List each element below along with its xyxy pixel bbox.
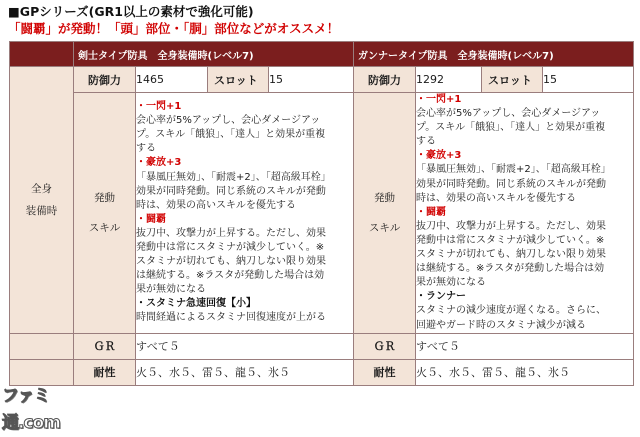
right-resist-label: 耐性 [354,359,416,385]
skill-name: ・ランナー [416,291,467,303]
left-resist-value: 火５、水５、雷５、龍５、氷５ [136,359,354,385]
watermark-logo: ファミ通.com [2,386,60,433]
skill-desc: 発動中は常にスタミナが減少していく。※ [416,234,605,246]
skill-desc: 効果が同時発動。同じ系統のスキルが発動 [136,185,326,197]
right-column-title: ガンナータイプ防具 全身装備時(レベル7) [354,42,634,67]
skill-name: ・スタミナ急速回復【小】 [136,298,256,310]
skill-desc: 果が無効になる [136,284,206,296]
skill-desc: 時は、効果の高いスキルを優先する [416,192,576,204]
skill-name: ・闘覇 [136,213,166,225]
skill-desc: は継続する。※ラスタが発動した場合は効 [416,263,605,275]
skill-desc: する [416,136,437,148]
right-defense-label: 防御力 [354,67,416,93]
right-defense-value: 1292 [416,67,482,93]
left-skill-label: 発動 スキル [74,93,136,334]
left-slot-label: スロット [208,67,269,93]
table-header-row [10,42,634,67]
skill-name: ・豪放+3 [416,150,462,162]
left-defense-label: 防御力 [74,67,136,93]
skill-desc: プ。スキル「餓狼」、「達人」と効果が重複 [416,122,606,134]
defense-row [10,67,634,93]
resist-row [10,359,634,385]
left-defense-value: 1465 [136,67,208,93]
skills-row [10,93,634,334]
right-skill-list [416,93,634,334]
skill-desc: 会心率が5%アップし、会心ダメージアッ [136,115,321,127]
right-gr-value: すべて５ [416,333,634,359]
left-slot-value: 15 [269,67,354,93]
skill-desc: 抜刀中、攻撃力が上昇する。ただし、効果 [416,220,607,232]
right-gr-label: ＧＲ [354,333,416,359]
skill-desc: 「暴風圧無効」、「耐震+2」、「超高級耳栓」 [416,164,611,176]
row-label-full-set: 全身 装備時 [10,67,74,334]
skill-desc: プ。スキル「餓狼」、「達人」と効果が重複 [136,129,326,141]
right-skill-label: 発動 スキル [354,93,416,334]
right-resist-value: 火５、水５、雷５、龍５、氷５ [416,359,634,385]
skill-desc: 時間経過によるスタミナ回復速度が上がる [136,312,326,324]
left-skill-list [136,93,354,334]
right-slot-label: スロット [482,67,543,93]
skill-desc: 時は、効果の高いスキルを優先する [136,199,296,211]
resist-row-spacer [10,359,74,385]
skill-desc: 発動中は常にスタミナが減少していく。※ [136,241,325,253]
skill-desc: スタミナが切れても、納刀しない限り効果 [136,256,326,268]
skill-desc: は継続する。※ラスタが発動した場合は効 [136,270,325,282]
skill-desc: 会心率が5%アップし、会心ダメージアッ [416,108,601,120]
skill-desc: スタミナが切れても、納刀しない限り効果 [416,249,607,261]
header-corner [10,42,74,67]
gr-row [10,333,634,359]
skill-name: ・一閃+1 [416,94,462,105]
right-slot-value: 15 [543,67,634,93]
skill-desc: する [136,143,156,155]
skill-desc: 効果が同時発動。同じ系統のスキルが発動 [416,178,606,190]
skill-desc: 果が無効になる [416,277,487,289]
skill-name: ・闘覇 [416,206,447,218]
left-gr-label: ＧＲ [74,333,136,359]
left-gr-value: すべて５ [136,333,354,359]
skill-desc: 抜刀中、攻撃力が上昇する。ただし、効果 [136,227,326,239]
left-column-title: 剣士タイプ防具 全身装備時(レベル7) [74,42,354,67]
armor-comparison-table [9,41,634,386]
page-heading: ■GPシリーズ(GR1以上の素材で強化可能) [8,4,254,19]
gr-row-spacer [10,333,74,359]
skill-name: ・一閃+1 [136,101,182,113]
skill-name: ・豪放+3 [136,157,182,169]
skill-desc: 回避やガード時のスタミナ減少が減る [416,319,587,331]
page-subheading: 「闘覇」が発動！「頭」部位・「胴」部位などがオススメ！ [8,21,340,36]
left-resist-label: 耐性 [74,359,136,385]
skill-desc: 「暴風圧無効」、「耐震+2」、「超高級耳栓」 [136,171,331,183]
skill-desc: スタミナの減少速度が遅くなる。さらに、 [416,305,607,317]
